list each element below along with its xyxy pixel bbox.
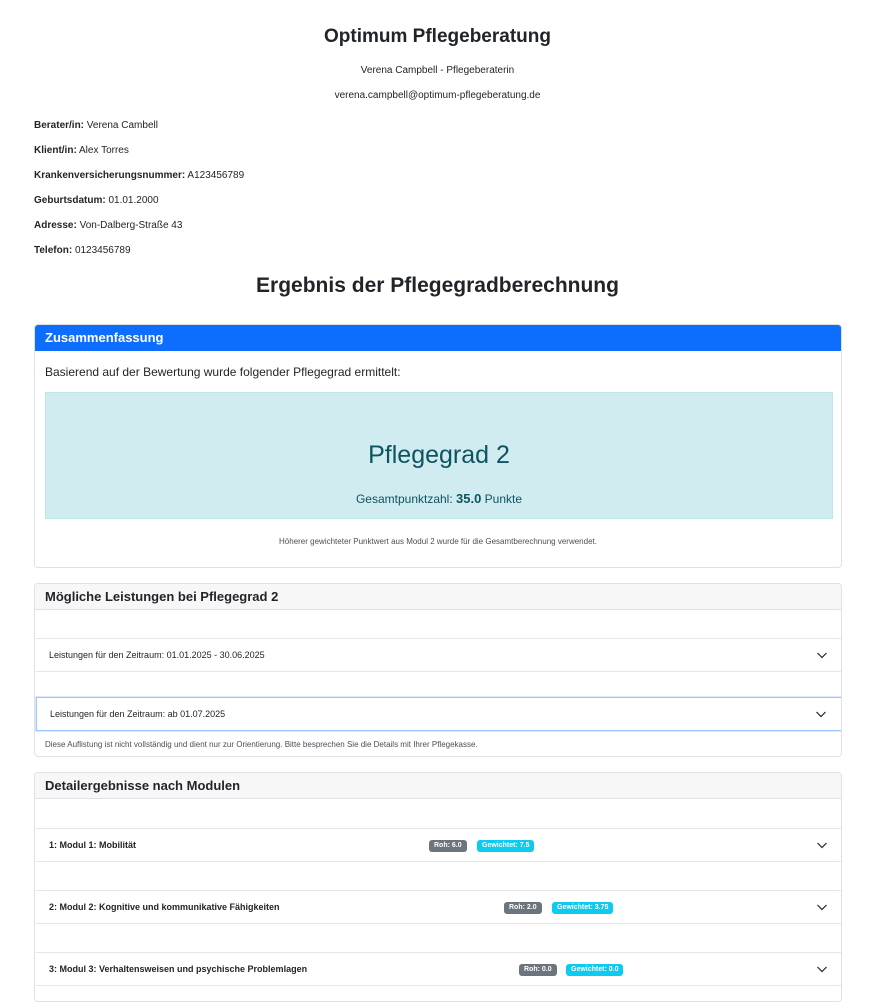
info-adresse-value: Von-Dalberg-Straße 43 [79, 220, 183, 231]
accordion-benefits-period-2[interactable] [36, 697, 842, 731]
module-label: 1: Modul 1: Mobilität [49, 840, 136, 850]
accordion-module-2[interactable] [36, 890, 842, 924]
header-subtitle: Verena Campbell - Pflegeberaterin [360, 65, 515, 76]
result-alert [45, 392, 833, 519]
weighted-score-badge: Gewichtet: 0.0 [566, 964, 623, 976]
info-telefon-value: 0123456789 [74, 245, 131, 256]
module-label: 2: Modul 2: Kognitive und kommunikative Fähigkeiten [49, 902, 280, 912]
info-adresse-label: Adresse: [34, 220, 77, 231]
weighted-score-badge: Gewichtet: 7.5 [477, 840, 534, 852]
accordion-label: Leistungen für den Zeitraum: ab 01.07.2025 [50, 709, 226, 719]
accordion-module-1[interactable] [36, 828, 842, 862]
info-klient [34, 145, 129, 156]
chevron-down-icon [816, 901, 828, 913]
total-points [46, 491, 832, 506]
info-klient-value: Alex Torres [79, 145, 129, 156]
total-points-label: Gesamtpunktzahl: [355, 492, 453, 506]
raw-score-badge: Roh: 0.0 [519, 964, 557, 976]
modules-card [34, 772, 842, 1002]
raw-score-badge: Roh: 2.0 [504, 902, 542, 914]
info-kv-label: Krankenversicherungsnummer: [34, 170, 186, 181]
info-telefon [34, 245, 131, 256]
page-title: Ergebnis der Pflegegradberechnung [256, 274, 619, 297]
chevron-down-icon [816, 649, 828, 661]
info-kv-value: A123456789 [187, 170, 245, 181]
info-berater-value: Verena Cambell [86, 120, 158, 131]
info-krankenversicherung [34, 170, 244, 181]
info-berater-label: Berater/in: [34, 120, 85, 131]
raw-score-badge: Roh: 6.0 [429, 840, 467, 852]
benefits-card-header: Mögliche Leistungen bei Pflegegrad 2 [35, 584, 841, 610]
chevron-down-icon [815, 708, 827, 720]
modules-card-header: Detailergebnisse nach Modulen [35, 773, 841, 799]
benefits-card [34, 583, 842, 757]
info-geburtsdatum [34, 195, 159, 206]
summary-card [34, 324, 842, 568]
header-email: verena.campbell@optimum-pflegeberatung.de [334, 90, 541, 101]
accordion-label: Leistungen für den Zeitraum: 01.01.2025 - 30.06.2025 [49, 650, 265, 660]
info-telefon-label: Telefon: [34, 245, 73, 256]
summary-intro: Basierend auf der Bewertung wurde folgender Pflegegrad ermittelt: [45, 365, 401, 379]
total-points-unit: Punkte [484, 492, 523, 506]
weighted-score-badge: Gewichtet: 3.75 [552, 902, 613, 914]
info-klient-label: Klient/in: [34, 145, 77, 156]
module-label: 3: Modul 3: Verhaltensweisen und psychische Problemlagen [49, 964, 308, 974]
summary-card-header: Zusammenfassung [35, 325, 841, 351]
page-header-title: Optimum Pflegeberatung [324, 26, 551, 47]
benefits-disclaimer: Diese Auflistung ist nicht vollständig und dient nur zur Orientierung. Bitte besprechen Sie die Details mit Ihrer Pflegekasse. [45, 740, 478, 749]
info-berater [34, 120, 158, 131]
info-adresse [34, 220, 182, 231]
summary-note: Höherer gewichteter Punktwert aus Modul 2 wurde für die Gesamtberechnung verwendet. [279, 537, 597, 546]
accordion-module-3[interactable] [36, 952, 842, 986]
chevron-down-icon [816, 963, 828, 975]
accordion-benefits-period-1[interactable] [36, 638, 842, 672]
info-geburt-value: 01.01.2000 [108, 195, 159, 206]
total-points-value: 35.0 [456, 491, 482, 506]
chevron-down-icon [816, 839, 828, 851]
pflegegrad-result: Pflegegrad 2 [368, 441, 510, 469]
info-geburt-label: Geburtsdatum: [34, 195, 106, 206]
